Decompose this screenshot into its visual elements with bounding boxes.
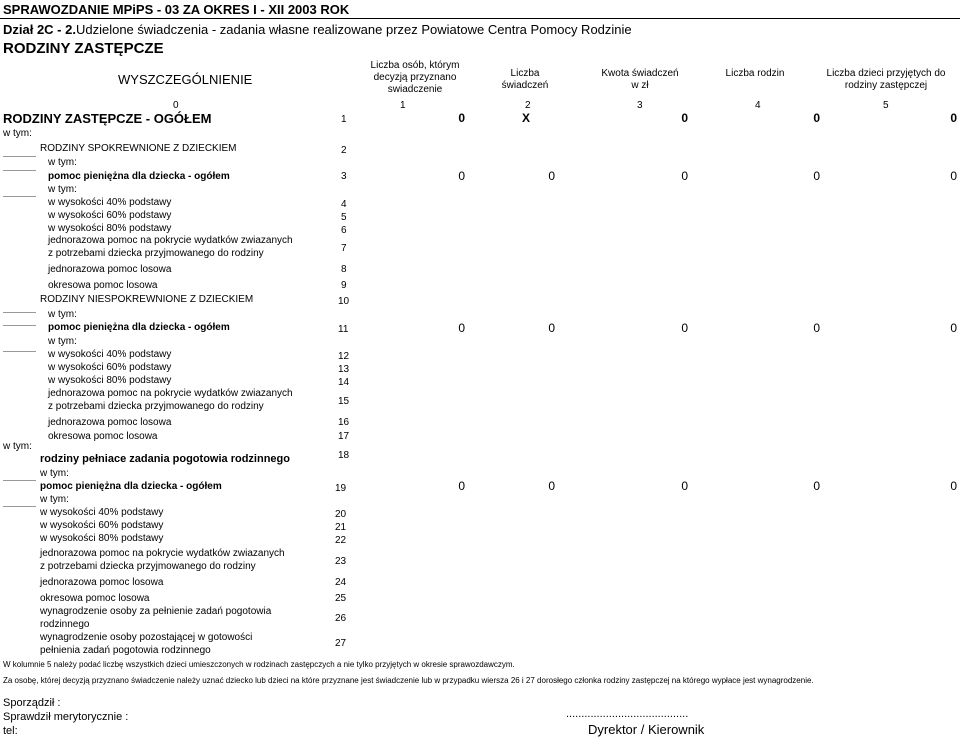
director-label: Dyrektor / Kierownik — [588, 722, 705, 737]
col-heading-4: Liczba rodzin — [725, 68, 785, 79]
indent-line — [3, 480, 36, 481]
row-13-label: w wysokości 60% podstawy — [48, 362, 172, 373]
row-19-number: 19 — [335, 483, 347, 494]
row-10-label: RODZINY NIESPOKREWNIONE Z DZIECKIEM — [40, 294, 254, 305]
row-3-value-1: 0 — [458, 169, 465, 183]
checked-by-label: Sprawdził merytorycznie : — [3, 711, 129, 723]
row-2-number: 2 — [341, 145, 347, 156]
section-prefix: Dział 2C - 2. — [3, 22, 76, 37]
row-26-number: 26 — [335, 613, 347, 624]
title-divider — [0, 18, 960, 19]
row-26-label-line1: wynagrodzenie osoby za pełnienie zadań pogotowia — [40, 606, 272, 617]
row-8-number: 8 — [341, 264, 347, 275]
signature-dots: ........................................ — [566, 708, 689, 720]
row-17-number: 17 — [338, 431, 350, 442]
row-8-label: jednorazowa pomoc losowa — [48, 264, 172, 275]
row-20-number: 20 — [335, 509, 347, 520]
col-number-0: 0 — [173, 100, 179, 111]
row-3-value-3: 0 — [681, 169, 688, 183]
row-19-in-which: w tym: — [40, 494, 69, 505]
row-14-label: w wysokości 80% podstawy — [48, 375, 172, 386]
row-27-number: 27 — [335, 638, 347, 649]
col-heading-2: Liczba świadczeń — [501, 68, 549, 91]
row-18-label: rodziny pełniace zadania pogotowia rodzinnego — [40, 453, 290, 465]
col-heading-3: Kwota świadczeń w zł — [601, 68, 679, 91]
row-3-value-2: 0 — [548, 169, 555, 183]
row-13-number: 13 — [338, 364, 350, 375]
row-20-label: w wysokości 40% podstawy — [40, 507, 164, 518]
row-7-label-line1: jednorazowa pomoc na pokrycie wydatków zwiazanych — [48, 235, 293, 246]
row-25-label: okresowa pomoc losowa — [40, 593, 150, 604]
row-24-label: jednorazowa pomoc losowa — [40, 577, 164, 588]
row-25-number: 25 — [335, 593, 347, 604]
row-15-label-line2: z potrzebami dziecka przyjmowanego do rodziny — [48, 401, 264, 412]
row-27-label-line2: pełnienia zadań pogotowia rodzinnego — [40, 645, 211, 656]
section-description: Udzielone świadczenia - zadania własne realizowane przez Powiatowe Centra Pomocy Rodzinie — [75, 22, 632, 37]
col-number-3: 3 — [637, 100, 643, 111]
row-5-label: w wysokości 60% podstawy — [48, 210, 172, 221]
row-11-value-2: 0 — [548, 321, 555, 335]
row-19-value-4: 0 — [813, 479, 820, 493]
section-subtitle — [3, 22, 632, 37]
total-value-4: 0 — [813, 111, 820, 125]
row-23-label-line1: jednorazowa pomoc na pokrycie wydatków zwiazanych — [40, 548, 285, 559]
row-19-value-2: 0 — [548, 479, 555, 493]
total-value-3: 0 — [681, 111, 688, 125]
indent-line — [3, 170, 36, 171]
col-number-4: 4 — [755, 100, 761, 111]
row-7-label-line2: z potrzebami dziecka przyjmowanego do rodziny — [48, 248, 264, 259]
row-22-label: w wysokości 80% podstawy — [40, 533, 164, 544]
row-6-label: w wysokości 80% podstawy — [48, 223, 172, 234]
indent-line — [3, 312, 36, 313]
row-19-value-5: 0 — [950, 479, 957, 493]
indent-line — [3, 506, 36, 507]
col-number-1: 1 — [400, 100, 406, 111]
row-21-number: 21 — [335, 522, 347, 533]
row-5-number: 5 — [341, 212, 347, 223]
row-2-in-which: w tym: — [48, 157, 77, 168]
row-12-number: 12 — [338, 351, 350, 362]
row-11-value-1: 0 — [458, 321, 465, 335]
row-16-number: 16 — [338, 417, 350, 428]
telephone-label: tel: — [3, 725, 18, 737]
col-heading-5: Liczba dzieci przyjętych do rodziny zastępczej — [826, 68, 946, 91]
row-3-value-4: 0 — [813, 169, 820, 183]
row-14-number: 14 — [338, 377, 350, 388]
total-value-1: 0 — [458, 111, 465, 125]
row-21-label: w wysokości 60% podstawy — [40, 520, 164, 531]
row-4-number: 4 — [341, 199, 347, 210]
row-19-pre-in-which: w tym: — [40, 468, 69, 479]
row-12-label: w wysokości 40% podstawy — [48, 349, 172, 360]
row-11-value-5: 0 — [950, 321, 957, 335]
row-4-label: w wysokości 40% podstawy — [48, 197, 172, 208]
row-26-label-line2: rodzinnego — [40, 619, 90, 630]
row-3-label: pomoc pieniężna dla dziecka - ogółem — [48, 171, 230, 182]
col-heading-1: Liczba osób, którym decyzją przyznano swiadczenie — [370, 60, 460, 95]
indent-line — [3, 325, 36, 326]
footnote-column5: W kolumnie 5 należy podać liczbę wszystkich dzieci umieszczonych w rodzinach zastępczych a nie tylko przyjętych w okresie sprawozdawczym. — [3, 660, 515, 669]
in-which-label: w tym: — [3, 128, 32, 139]
row-11-label: pomoc pieniężna dla dziecka - ogółem — [48, 322, 230, 333]
col-heading-spec: WYSZCZEGÓLNIENIE — [118, 72, 253, 87]
row-17-label: okresowa pomoc losowa — [48, 431, 158, 442]
row-7-number: 7 — [341, 243, 347, 254]
row-11-in-which: w tym: — [48, 336, 77, 347]
row-11-value-4: 0 — [813, 321, 820, 335]
row-18-number: 18 — [338, 450, 350, 461]
indent-line — [3, 196, 36, 197]
row-27-label-line1: wynagrodzenie osoby pozostającej w gotowości — [40, 632, 253, 643]
prepared-by-label: Sporządził : — [3, 697, 61, 709]
row-15-number: 15 — [338, 396, 350, 407]
row-9-number: 9 — [341, 280, 347, 291]
row-2-label: RODZINY SPOKREWNIONE Z DZIECKIEM — [40, 143, 237, 154]
row-22-number: 22 — [335, 535, 347, 546]
row-23-label-line2: z potrzebami dziecka przyjmowanego do rodziny — [40, 561, 256, 572]
col-number-5: 5 — [883, 100, 889, 111]
row-11-number: 11 — [338, 324, 349, 335]
row-6-number: 6 — [341, 225, 347, 236]
row-15-label-line1: jednorazowa pomoc na pokrycie wydatków zwiazanych — [48, 388, 293, 399]
row-9-label: okresowa pomoc losowa — [48, 280, 158, 291]
section-heading: RODZINY ZASTĘPCZE — [3, 40, 164, 57]
total-row-number: 1 — [341, 114, 347, 125]
row-18-in-which: w tym: — [3, 441, 32, 452]
footnote-person: Za osobę, której decyzją przyznano świadczenie należy uznać dziecko lub dzieci na które przyznane jest świadczenie lub w przypadku wiersza 26 i 27 dorosłego członka rodziny zastępczej na którego wypłace jest wynagrodzenie. — [3, 676, 814, 685]
indent-line — [3, 156, 36, 157]
row-19-value-3: 0 — [681, 479, 688, 493]
row-3-in-which: w tym: — [48, 184, 77, 195]
row-23-number: 23 — [335, 556, 347, 567]
row-10-number: 10 — [338, 296, 350, 307]
row-11-value-3: 0 — [681, 321, 688, 335]
row-19-label: pomoc pieniężna dla dziecka - ogółem — [40, 481, 222, 492]
row-3-value-5: 0 — [950, 169, 957, 183]
row-24-number: 24 — [335, 577, 347, 588]
row-10-in-which: w tym: — [48, 309, 77, 320]
col-number-2: 2 — [525, 100, 531, 111]
total-value-5: 0 — [950, 111, 957, 125]
row-16-label: jednorazowa pomoc losowa — [48, 417, 172, 428]
indent-line — [3, 351, 36, 352]
report-title: SPRAWOZDANIE MPiPS - 03 ZA OKRES I - XII 2003 ROK — [3, 2, 350, 17]
row-3-number: 3 — [341, 171, 347, 182]
row-19-value-1: 0 — [458, 479, 465, 493]
total-value-2: X — [521, 111, 530, 125]
total-row-label: RODZINY ZASTĘPCZE - OGÓŁEM — [3, 111, 212, 126]
